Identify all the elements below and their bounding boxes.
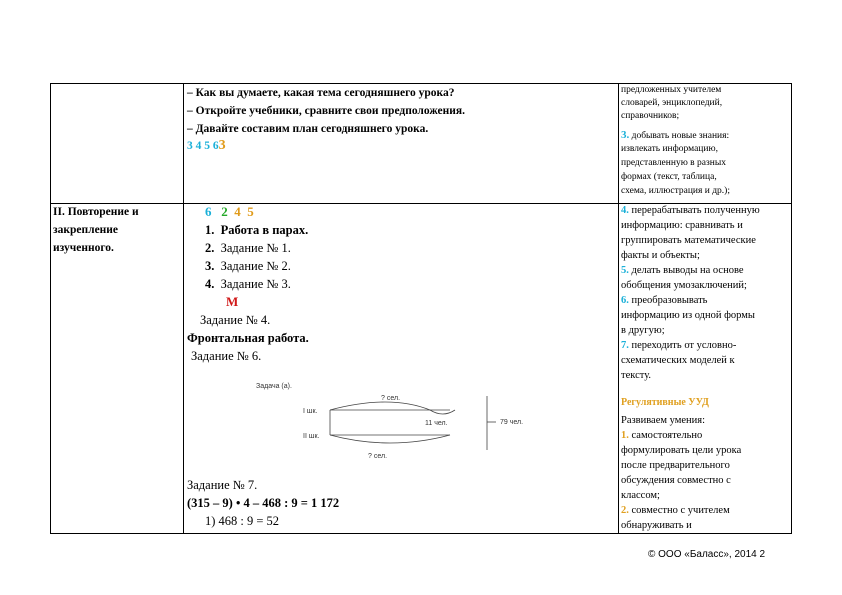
item-text: добывать новые знания:	[631, 131, 730, 141]
item-number: 4.	[621, 205, 629, 216]
item-number: 6.	[621, 295, 629, 306]
code-2: 2	[221, 204, 228, 219]
item-number: 1.	[621, 430, 629, 441]
stage-line: закрепление	[53, 224, 119, 236]
figure-top-label: ? сел.	[381, 395, 401, 402]
task-diagram	[250, 376, 550, 466]
figure-row2-label: II шк.	[303, 433, 320, 440]
code-3-orange: 3	[218, 138, 226, 153]
right-line: группировать математические	[621, 235, 756, 246]
question-line-3: – Давайте составим план сегодняшнего урока.	[187, 123, 429, 135]
brace-bottom	[330, 435, 450, 443]
item-number: 5.	[621, 265, 629, 276]
right-line: обсуждения совместно с	[621, 475, 731, 486]
right-line: представленную в разных	[621, 158, 726, 168]
right-line: обнаруживать и	[621, 520, 692, 531]
right-line: формулировать цели урока	[621, 445, 742, 456]
question-line-1: – Как вы думаете, какая тема сегодняшнего урока?	[187, 87, 455, 99]
list-text: Задание № 3.	[220, 277, 291, 291]
list-item	[205, 277, 291, 291]
item-text: перерабатывать полученную	[631, 205, 760, 216]
item-text: преобразовывать	[631, 295, 708, 306]
right-line: схема, иллюстрация и др.);	[621, 186, 730, 196]
right-item	[621, 264, 744, 278]
list-number: 1.	[205, 223, 215, 237]
right-item	[621, 204, 760, 218]
reg-item	[621, 504, 730, 518]
right-line: в другую;	[621, 325, 665, 336]
list-number: 4.	[205, 277, 215, 291]
task-4: Задание № 4.	[200, 313, 271, 327]
code-4: 4	[195, 140, 202, 152]
right-line: информацию из одной формы	[621, 310, 755, 321]
step-1: 1) 468 : 9 = 52	[205, 514, 280, 528]
right-line: предложенных учителем	[621, 85, 722, 95]
code-5: 5	[204, 140, 210, 152]
right-line: обобщения умозаключений;	[621, 280, 747, 291]
list-item	[205, 259, 291, 273]
question-line-2: – Откройте учебники, сравните свои предположения.	[187, 105, 465, 117]
frontal-work: Фронтальная работа.	[187, 331, 309, 345]
right-line: формах (текст, таблица,	[621, 172, 717, 182]
right-line: тексту.	[621, 370, 652, 381]
row2-color-codes	[205, 205, 254, 219]
page-footer: © ООО «Баласс», 2014 2	[648, 549, 766, 560]
item-text: совместно с учителем	[631, 505, 730, 516]
develop-skills: Развиваем умения:	[621, 415, 706, 426]
reg-item	[621, 429, 702, 443]
right-line: информацию: сравнивать и	[621, 220, 743, 231]
right-line: после предварительного	[621, 460, 730, 471]
item-number: 2.	[621, 505, 629, 516]
regulative-title: Регулятивные УУД	[621, 397, 709, 408]
code-6: 6	[212, 140, 219, 152]
task-7: Задание № 7.	[187, 478, 258, 492]
brace-top	[330, 402, 430, 410]
item-number: 7.	[621, 340, 629, 351]
list-item	[205, 223, 308, 237]
figure-title: Задача (а).	[256, 383, 292, 390]
row1-color-codes	[187, 139, 226, 153]
stage-line: II. Повторение и	[53, 206, 139, 218]
code-3: 3	[187, 140, 193, 152]
list-text: Задание № 1.	[220, 241, 291, 255]
figure-bottom-label: ? сел.	[368, 453, 388, 460]
figure-total-label: 79 чел.	[500, 419, 524, 426]
right-item	[621, 339, 736, 353]
code-5: 5	[247, 204, 254, 219]
brace-mid	[430, 410, 455, 414]
right-line: справочников;	[621, 111, 680, 121]
column-divider-2	[618, 84, 619, 533]
code-4: 4	[234, 204, 241, 219]
right-line: извлекать информацию,	[621, 144, 718, 154]
stage-line: изученного.	[53, 242, 114, 254]
item-text: самостоятельно	[631, 430, 703, 441]
item-text: делать выводы на основе	[631, 265, 744, 276]
right-item-3	[621, 129, 729, 143]
figure-mid-label: 11 чел.	[425, 420, 448, 427]
list-text: Задание № 2.	[220, 259, 291, 273]
m-code: М	[226, 294, 239, 309]
right-item	[621, 294, 707, 308]
right-line: схематических моделей к	[621, 355, 735, 366]
code-6: 6	[205, 204, 212, 219]
item-number: 3.	[621, 129, 630, 141]
item-text: переходить от условно-	[631, 340, 737, 351]
right-line: классом;	[621, 490, 660, 501]
expression: (315 – 9) • 4 – 468 : 9 = 1 172	[187, 496, 340, 510]
figure-row1-label: I шк.	[303, 408, 318, 415]
list-number: 2.	[205, 241, 215, 255]
list-item	[205, 241, 291, 255]
task-6: Задание № 6.	[191, 349, 262, 363]
list-text: Работа в парах.	[220, 223, 309, 237]
column-divider-1	[183, 84, 184, 533]
right-line: факты и объекты;	[621, 250, 700, 261]
list-number: 3.	[205, 259, 215, 273]
right-line: словарей, энциклопедий,	[621, 98, 723, 108]
